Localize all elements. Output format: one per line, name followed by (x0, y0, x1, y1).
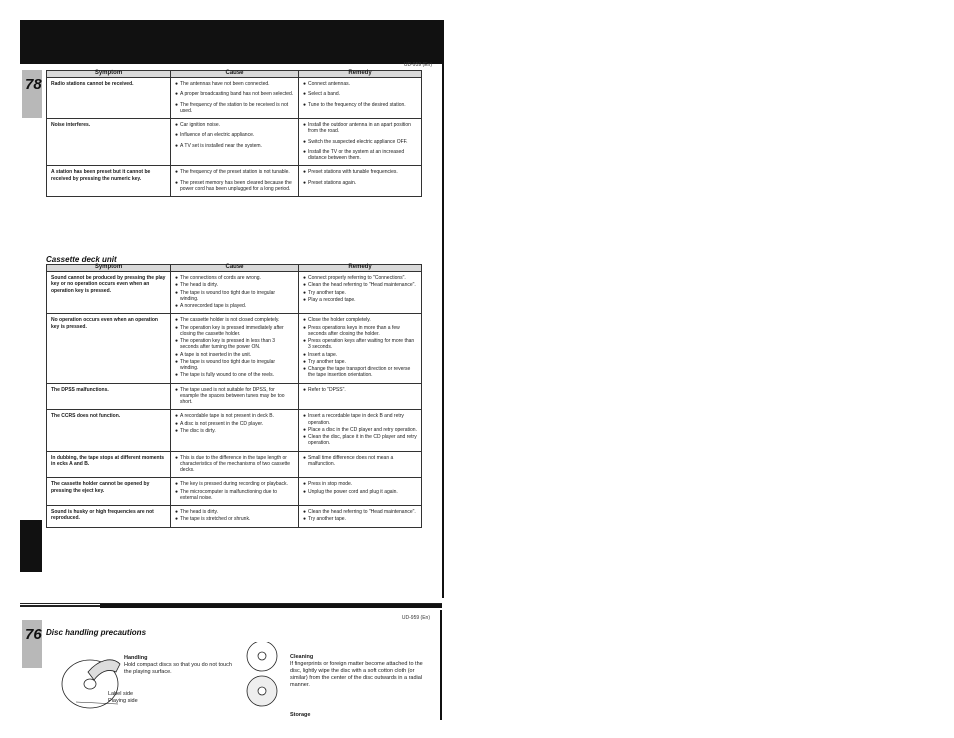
table-row (46, 78, 422, 119)
cause-text: The operation key is pressed immediately after closing the cassette holder. (180, 324, 284, 337)
remedy-item (303, 516, 417, 522)
symptom-cell: Radio stations cannot be received. (47, 78, 171, 118)
cause-item (175, 421, 294, 427)
bullet-icon: ● (175, 122, 179, 128)
cause-text: Car ignition noise. (180, 122, 221, 128)
disc-cleaning-illustration (242, 642, 282, 712)
remedy-item (303, 317, 417, 323)
manual-page-bottom (20, 610, 442, 720)
cause-item (175, 428, 294, 434)
table-row (46, 506, 422, 528)
symptom-cell: No operation occurs even when an operation key is pressed. (47, 314, 171, 382)
remedy-item (303, 489, 417, 495)
bullet-icon: ● (303, 351, 307, 358)
symptom-cell: A station has been preset but it cannot be received by pressing the numeric key. (47, 166, 171, 196)
remedy-text: Preset stations with tunable frequencies. (308, 169, 398, 176)
bullet-icon: ● (303, 509, 307, 515)
remedy-text: Preset stations again. (308, 179, 357, 186)
cleaning-title: Cleaning (290, 654, 314, 660)
remedy-text: Small time difference does not mean a malfunction. (308, 454, 394, 467)
cause-item (175, 325, 294, 338)
manual-page-top (20, 20, 444, 598)
bullet-icon: ● (303, 275, 307, 281)
table-row (46, 384, 422, 411)
remedy-text: Clean the disc, place it in the CD player and retry operation. (308, 434, 417, 447)
bullet-icon: ● (175, 282, 179, 289)
remedy-item (303, 91, 417, 97)
bullet-icon: ● (175, 289, 179, 296)
remedy-item (303, 359, 417, 365)
cause-text: A tape is not inserted in the unit. (180, 351, 252, 358)
table-header (46, 264, 422, 272)
disc-section-title: Disc handling precautions (46, 628, 147, 637)
remedy-item (303, 509, 417, 515)
cause-text: A nonrecorded tape is played. (180, 303, 247, 309)
remedy-cell (299, 384, 421, 410)
bullet-icon: ● (175, 516, 179, 523)
remedy-text: Install the TV or the system at an increased distance between them. (308, 148, 405, 161)
bullet-icon: ● (175, 509, 179, 515)
bullet-icon: ● (303, 179, 307, 186)
remedy-text: Refer to "DPSS". (308, 386, 346, 393)
bullet-icon: ● (175, 454, 179, 461)
bullet-icon: ● (175, 481, 179, 488)
bullet-icon: ● (303, 138, 307, 145)
remedy-cell (299, 314, 421, 382)
table-row (46, 272, 422, 314)
remedy-item (303, 366, 417, 379)
remedy-text: Insert a tape. (308, 351, 338, 358)
cassette-troubleshooting-table (46, 264, 422, 528)
cause-item (175, 180, 294, 193)
bullet-icon: ● (303, 426, 307, 433)
remedy-item (303, 481, 417, 487)
label-side-caption: Label side (108, 691, 134, 697)
remedy-cell (299, 272, 421, 313)
cause-cell (171, 478, 299, 505)
cause-text: A proper broadcasting band has not been selected. (180, 91, 294, 98)
cause-item (175, 455, 294, 474)
cause-text: The connections of cords are wrong. (180, 275, 261, 281)
remedy-text: Try another tape. (308, 516, 346, 523)
table-row (46, 314, 422, 383)
remedy-item (303, 169, 417, 175)
page-number: 76 (25, 626, 42, 643)
cause-text: The key is pressed during recording or playback. (180, 481, 288, 488)
table-row (46, 452, 422, 479)
remedy-text: Install the outdoor antenna in an apart position from the road. (308, 122, 411, 135)
remedy-item (303, 427, 417, 433)
cause-item (175, 169, 294, 175)
cause-text: The tape is wound too tight due to irregular winding. (180, 358, 276, 371)
remedy-text: Press operation keys after waiting for more than 3 seconds. (308, 338, 415, 351)
table-header (46, 70, 422, 78)
cause-cell (171, 119, 299, 165)
remedy-text: Change the tape transport direction or reverse the tape insertion orientation. (308, 366, 411, 379)
cause-item (175, 303, 294, 309)
bullet-icon: ● (303, 358, 307, 365)
bullet-icon: ● (303, 481, 307, 488)
cause-item (175, 509, 294, 515)
remedy-item (303, 290, 417, 296)
page-marker (22, 70, 42, 118)
header-cause: Cause (171, 265, 299, 271)
handling-text: Hold compact discs so that you do not touch the playing surface. (124, 662, 232, 676)
remedy-cell (299, 506, 421, 527)
cause-text: The tape is fully wound to one of the reels. (180, 372, 274, 379)
cause-item (175, 275, 294, 281)
header-cause: Cause (171, 71, 299, 77)
cause-text: The head is dirty. (180, 282, 219, 289)
cause-item (175, 516, 294, 522)
bullet-icon: ● (303, 454, 307, 461)
remedy-item (303, 81, 417, 87)
cause-item (175, 387, 294, 406)
cause-item (175, 81, 294, 87)
cause-cell (171, 506, 299, 527)
symptom-cell: Sound cannot be produced by pressing the play key or no operation occurs even when an operation key is pressed. (47, 272, 171, 313)
cause-item (175, 359, 294, 372)
page-number: 78 (25, 76, 42, 93)
symptom-cell: The CCRS does not function. (47, 410, 171, 450)
remedy-cell (299, 119, 421, 165)
page-divider-fill (100, 604, 442, 608)
bullet-icon: ● (303, 296, 307, 303)
playing-side-caption: Playing side (108, 698, 138, 704)
cause-text: The tape is wound too tight due to irregular winding. (180, 289, 276, 302)
cause-item (175, 372, 294, 378)
header-symptom: Symptom (47, 265, 171, 271)
cause-item (175, 122, 294, 128)
tuner-troubleshooting-table (46, 70, 422, 197)
remedy-item (303, 139, 417, 145)
cause-text: The tape is stretched or shrunk. (180, 516, 251, 523)
remedy-item (303, 434, 417, 447)
cause-text: The preset memory has been cleared because the power cord has been unplugged for a long period. (180, 179, 292, 192)
bullet-icon: ● (303, 122, 307, 128)
remedy-text: Connect antennas. (308, 81, 351, 87)
cause-text: This is due to the difference in the tape length or characteristics of the mechanisms of two cassette decks. (180, 454, 291, 473)
remedy-item (303, 352, 417, 358)
handling-title: Handling (124, 655, 148, 661)
cassette-section-title: Cassette deck unit (46, 255, 117, 264)
bullet-icon: ● (303, 282, 307, 289)
remedy-item (303, 102, 417, 108)
disc-handling-illustration (58, 642, 138, 720)
bullet-icon: ● (303, 338, 307, 344)
remedy-text: Close the holder completely. (308, 317, 371, 324)
bullet-icon: ● (303, 516, 307, 523)
bullet-icon: ● (175, 132, 179, 139)
bullet-icon: ● (303, 434, 307, 440)
remedy-text: Connect properly referring to "Connections". (308, 275, 406, 281)
remedy-text: Switch the suspected electric appliance OFF. (308, 138, 408, 145)
cause-cell (171, 272, 299, 313)
remedy-item (303, 413, 417, 426)
remedy-item (303, 180, 417, 186)
header-band (20, 20, 444, 64)
bullet-icon: ● (303, 101, 307, 108)
remedy-text: Press in stop mode. (308, 481, 353, 488)
bullet-icon: ● (303, 169, 307, 176)
remedy-item (303, 297, 417, 303)
remedy-cell (299, 452, 421, 478)
cause-text: The head is dirty. (180, 509, 219, 515)
bullet-icon: ● (303, 324, 307, 331)
remedy-text: Unplug the power cord and plug it again. (308, 488, 398, 495)
bullet-icon: ● (303, 317, 307, 324)
remedy-text: Play a recorded tape. (308, 296, 356, 303)
remedy-text: Clean the head referring to "Head maintenance". (308, 282, 416, 289)
remedy-item (303, 282, 417, 288)
bullet-icon: ● (303, 81, 307, 87)
cause-item (175, 317, 294, 323)
cause-text: Influence of an electric appliance. (180, 132, 255, 139)
page-marker (22, 620, 42, 668)
cause-text: A TV set is installed near the system. (180, 142, 262, 149)
bullet-icon: ● (175, 81, 179, 87)
cause-cell (171, 166, 299, 196)
cause-text: The tape used is not suitable for DPSS, for example the spaces between tunes may be too short. (180, 386, 285, 405)
symptom-cell: The DPSS malfunctions. (47, 384, 171, 410)
storage-title: Storage (290, 712, 311, 718)
bullet-icon: ● (303, 413, 307, 420)
bullet-icon: ● (175, 358, 179, 365)
remedy-item (303, 275, 417, 281)
remedy-item (303, 387, 417, 393)
bullet-icon: ● (303, 289, 307, 296)
bullet-icon: ● (175, 275, 179, 281)
bullet-icon: ● (175, 324, 179, 331)
cause-text: The disc is dirty. (180, 427, 216, 434)
remedy-cell (299, 478, 421, 505)
cause-text: The frequency of the station to be received is not used. (180, 101, 289, 114)
cleaning-text: If fingerprints or foreign matter become attached to the disc, lightly wipe the disc with a soft cotton cloth (or similar) from the center of the disc outwards in a radial manner. (290, 661, 423, 689)
cause-cell (171, 384, 299, 410)
cause-item (175, 413, 294, 419)
remedy-item (303, 149, 417, 162)
table-row (46, 166, 422, 197)
bullet-icon: ● (175, 303, 179, 309)
symptom-cell: In dubbing, the tape stops at different moments in ecks A and B. (47, 452, 171, 478)
bullet-icon: ● (303, 91, 307, 98)
cause-cell (171, 314, 299, 382)
cause-text: A recordable tape is not present in deck B. (180, 413, 274, 420)
cause-item (175, 481, 294, 487)
bullet-icon: ● (175, 338, 179, 344)
table-row (46, 119, 422, 166)
remedy-text: Press operations keys in more than a few seconds after closing the holder. (308, 324, 400, 337)
bullet-icon: ● (303, 386, 307, 393)
header-symptom: Symptom (47, 71, 171, 77)
remedy-text: Clean the head referring to "Head maintenance". (308, 509, 416, 515)
cause-item (175, 489, 294, 502)
model-code: UD-959 (En) (401, 615, 430, 621)
cause-item (175, 91, 294, 97)
symptom-cell: The cassette holder cannot be opened by pressing the eject key. (47, 478, 171, 505)
bullet-icon: ● (175, 101, 179, 108)
remedy-cell (299, 410, 421, 450)
bullet-icon: ● (303, 366, 307, 372)
remedy-cell (299, 166, 421, 196)
cause-text: A disc is not present in the CD player. (180, 420, 264, 427)
bullet-icon: ● (175, 413, 179, 420)
cause-text: The microcomputer is malfunctioning due to external noise. (180, 488, 278, 501)
bullet-icon: ● (175, 317, 179, 324)
cause-item (175, 282, 294, 288)
cause-cell (171, 410, 299, 450)
bullet-icon: ● (175, 372, 179, 379)
side-tab (20, 520, 42, 572)
remedy-text: Tune to the frequency of the desired station. (308, 101, 406, 108)
cause-item (175, 290, 294, 303)
table-row (46, 410, 422, 451)
cause-text: The antennas have not been connected. (180, 81, 270, 87)
remedy-text: Try another tape. (308, 358, 346, 365)
bullet-icon: ● (175, 427, 179, 434)
header-remedy: Remedy (348, 264, 372, 271)
header-remedy: Remedy (348, 70, 372, 77)
bullet-icon: ● (175, 386, 179, 393)
bullet-icon: ● (303, 488, 307, 495)
remedy-text: Select a band. (308, 91, 340, 98)
bullet-icon: ● (175, 488, 179, 495)
bullet-icon: ● (175, 91, 179, 98)
remedy-text: Try another tape. (308, 289, 346, 296)
remedy-item (303, 325, 417, 338)
bullet-icon: ● (175, 351, 179, 358)
remedy-text: Place a disc in the CD player and retry operation. (308, 426, 417, 433)
bullet-icon: ● (303, 148, 307, 155)
cause-cell (171, 452, 299, 478)
cause-text: The cassette holder is not closed completely. (180, 317, 280, 324)
remedy-item (303, 122, 417, 135)
symptom-cell: Noise interferes. (47, 119, 171, 165)
cause-item (175, 102, 294, 115)
remedy-text: Insert a recordable tape in deck B and retry operation. (308, 413, 404, 426)
cause-item (175, 338, 294, 351)
bullet-icon: ● (175, 179, 179, 186)
remedy-item (303, 455, 417, 468)
bullet-icon: ● (175, 142, 179, 149)
cause-cell (171, 78, 299, 118)
bullet-icon: ● (175, 169, 179, 176)
model-code: UD-959 (En) (403, 62, 432, 68)
cause-text: The frequency of the preset station is not tunable. (180, 169, 290, 176)
remedy-cell (299, 78, 421, 118)
remedy-item (303, 338, 417, 351)
cause-item (175, 352, 294, 358)
symptom-cell: Sound is husky or high frequencies are not reproduced. (47, 506, 171, 527)
table-row (46, 478, 422, 506)
bullet-icon: ● (175, 420, 179, 427)
cause-item (175, 132, 294, 138)
cause-text: The operation key is pressed in less than 3 seconds after turning the power ON. (180, 338, 276, 351)
cause-item (175, 143, 294, 149)
